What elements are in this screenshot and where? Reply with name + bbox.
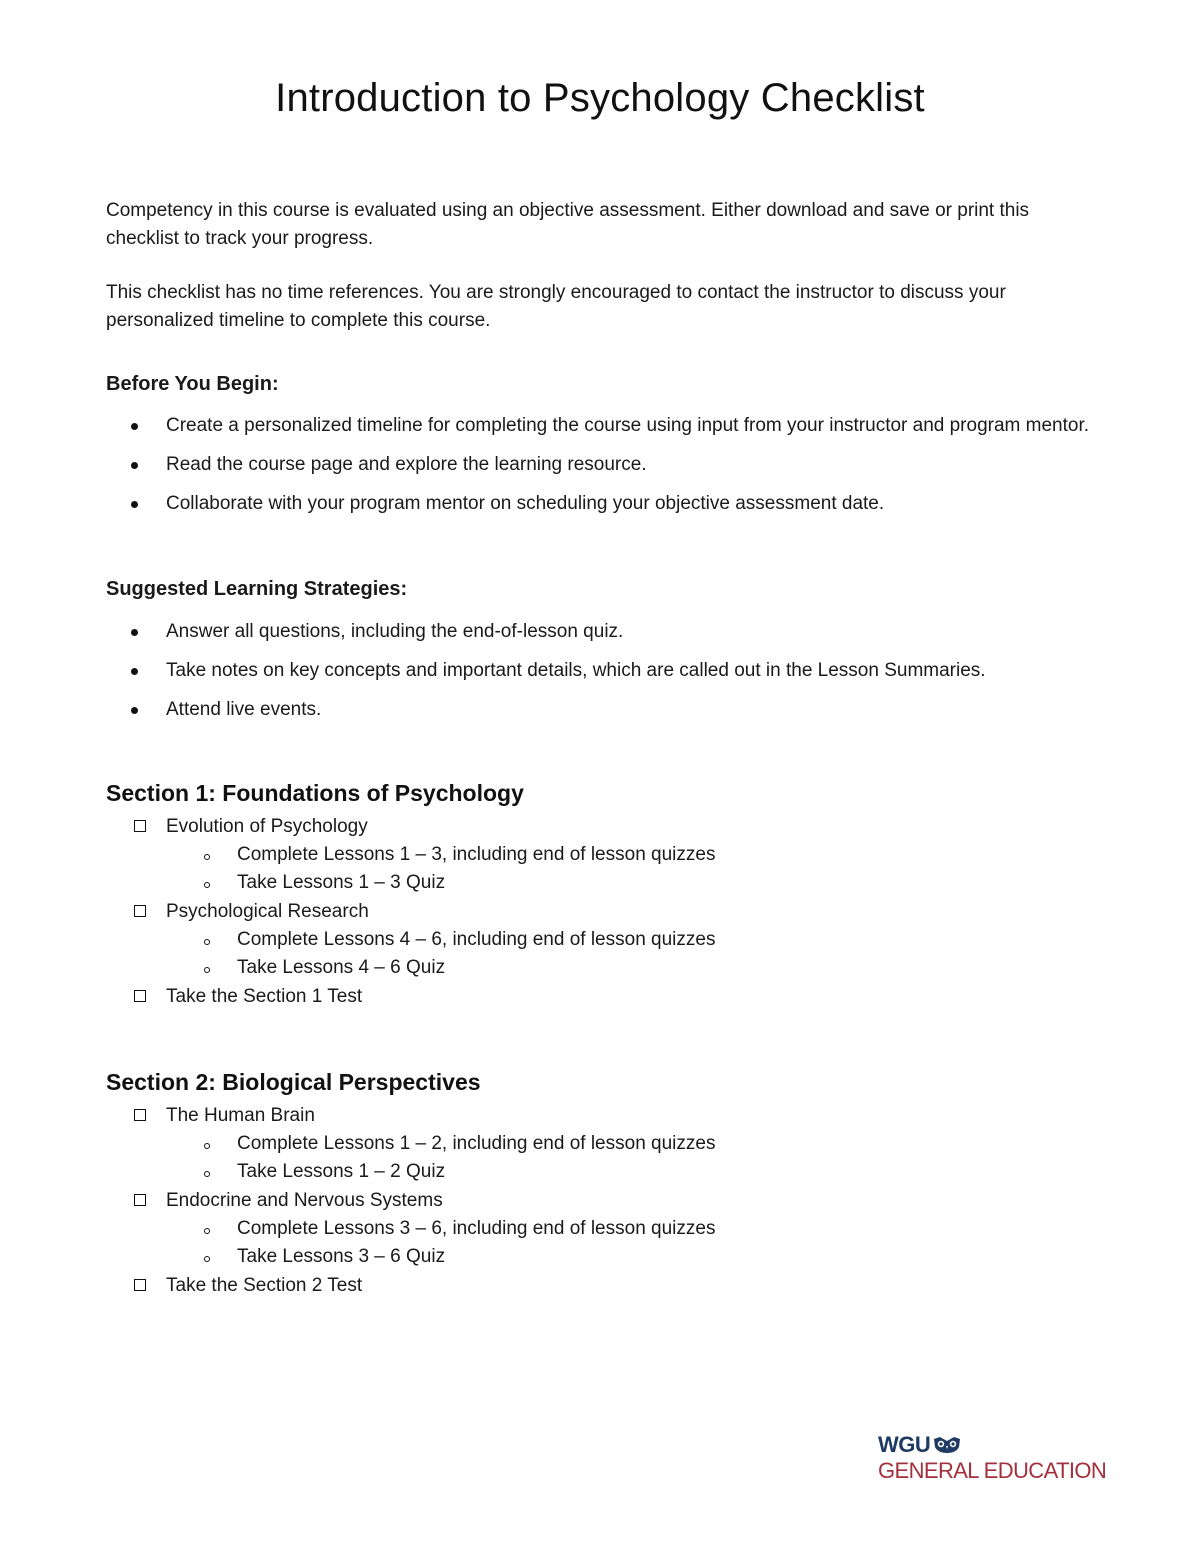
page-title: Introduction to Psychology Checklist <box>275 76 925 120</box>
checklist-subitem <box>106 926 1106 954</box>
strategies-heading: Suggested Learning Strategies: <box>106 578 408 600</box>
checklist-subitem-label: Take Lessons 3 – 6 Quiz <box>237 1246 446 1267</box>
strategies-list <box>106 618 1106 735</box>
checklist-subitem-label: Take Lessons 4 – 6 Quiz <box>237 957 446 978</box>
checklist-subitem <box>106 1130 1106 1158</box>
logo-wgu-text: WGU <box>878 1432 931 1457</box>
logo-general-education-text: GENERAL EDUCATION <box>878 1458 1107 1483</box>
circle-bullet-icon <box>204 854 210 860</box>
circle-bullet-icon <box>204 1228 210 1234</box>
list-item: Answer all questions, including the end-of-lesson quiz. <box>106 618 1106 645</box>
checklist-subitem <box>106 954 1106 982</box>
checklist-subitem <box>106 869 1106 897</box>
bullet-icon <box>131 462 138 469</box>
wgu-logo <box>878 1432 1118 1492</box>
checkbox-icon[interactable] <box>134 1279 146 1291</box>
checkbox-icon[interactable] <box>134 1109 146 1121</box>
checklist-item-label: The Human Brain <box>166 1105 315 1126</box>
intro-paragraph-1: Competency in this course is evaluated using an objective assessment. Either download and save or print this checklist to track your progress. <box>106 200 1030 249</box>
intro-paragraph-2: This checklist has no time references. You are strongly encouraged to contact the instructor to discuss your personalized timeline to complete this course. <box>106 282 1006 331</box>
circle-bullet-icon <box>204 882 210 888</box>
section-1-checklist <box>106 812 1106 1011</box>
owl-icon <box>932 1435 962 1455</box>
list-item: Read the course page and explore the learning resource. <box>106 451 1106 478</box>
checkbox-icon[interactable] <box>134 990 146 1002</box>
bullet-icon <box>131 423 138 430</box>
before-you-begin-list <box>106 412 1106 529</box>
list-item: Attend live events. <box>106 696 1106 723</box>
circle-bullet-icon <box>204 1256 210 1262</box>
checklist-item[interactable] <box>106 1186 1106 1215</box>
bullet-icon <box>131 707 138 714</box>
checklist-subitem-label: Take Lessons 1 – 2 Quiz <box>237 1161 446 1182</box>
list-item: Create a personalized timeline for completing the course using input from your instructor and program mentor. <box>106 412 1106 439</box>
circle-bullet-icon <box>204 967 210 973</box>
circle-bullet-icon <box>204 939 210 945</box>
list-item: Collaborate with your program mentor on scheduling your objective assessment date. <box>106 490 1106 517</box>
checklist-item[interactable] <box>106 1271 1106 1300</box>
list-item: Take notes on key concepts and important details, which are called out in the Lesson Summaries. <box>106 657 1106 684</box>
checklist-item-label: Psychological Research <box>166 901 369 922</box>
circle-bullet-icon <box>204 1143 210 1149</box>
bullet-icon <box>131 668 138 675</box>
checklist-subitem <box>106 1243 1106 1271</box>
checkbox-icon[interactable] <box>134 820 146 832</box>
circle-bullet-icon <box>204 1171 210 1177</box>
section-2-title: Section 2: Biological Perspectives <box>106 1069 481 1095</box>
checklist-item[interactable] <box>106 812 1106 841</box>
checklist-subitem-label: Complete Lessons 3 – 6, including end of lesson quizzes <box>237 1218 716 1239</box>
checklist-item-label: Take the Section 1 Test <box>166 986 363 1007</box>
checklist-subitem-label: Complete Lessons 1 – 2, including end of lesson quizzes <box>237 1133 716 1154</box>
bullet-icon <box>131 629 138 636</box>
before-you-begin-heading: Before You Begin: <box>106 373 279 395</box>
checklist-subitem-label: Complete Lessons 4 – 6, including end of lesson quizzes <box>237 929 716 950</box>
checklist-item[interactable] <box>106 897 1106 926</box>
checklist-subitem-label: Complete Lessons 1 – 3, including end of lesson quizzes <box>237 844 716 865</box>
checkbox-icon[interactable] <box>134 1194 146 1206</box>
checklist-subitem <box>106 1158 1106 1186</box>
checklist-item-label: Take the Section 2 Test <box>166 1275 363 1296</box>
bullet-icon <box>131 501 138 508</box>
checklist-item-label: Evolution of Psychology <box>166 816 368 837</box>
checkbox-icon[interactable] <box>134 905 146 917</box>
checklist-item[interactable] <box>106 982 1106 1011</box>
section-2-checklist <box>106 1101 1106 1300</box>
checklist-subitem <box>106 1215 1106 1243</box>
checklist-item-label: Endocrine and Nervous Systems <box>166 1190 443 1211</box>
checklist-subitem <box>106 841 1106 869</box>
checklist-subitem-label: Take Lessons 1 – 3 Quiz <box>237 872 446 893</box>
section-1-title: Section 1: Foundations of Psychology <box>106 780 524 806</box>
checklist-item[interactable] <box>106 1101 1106 1130</box>
